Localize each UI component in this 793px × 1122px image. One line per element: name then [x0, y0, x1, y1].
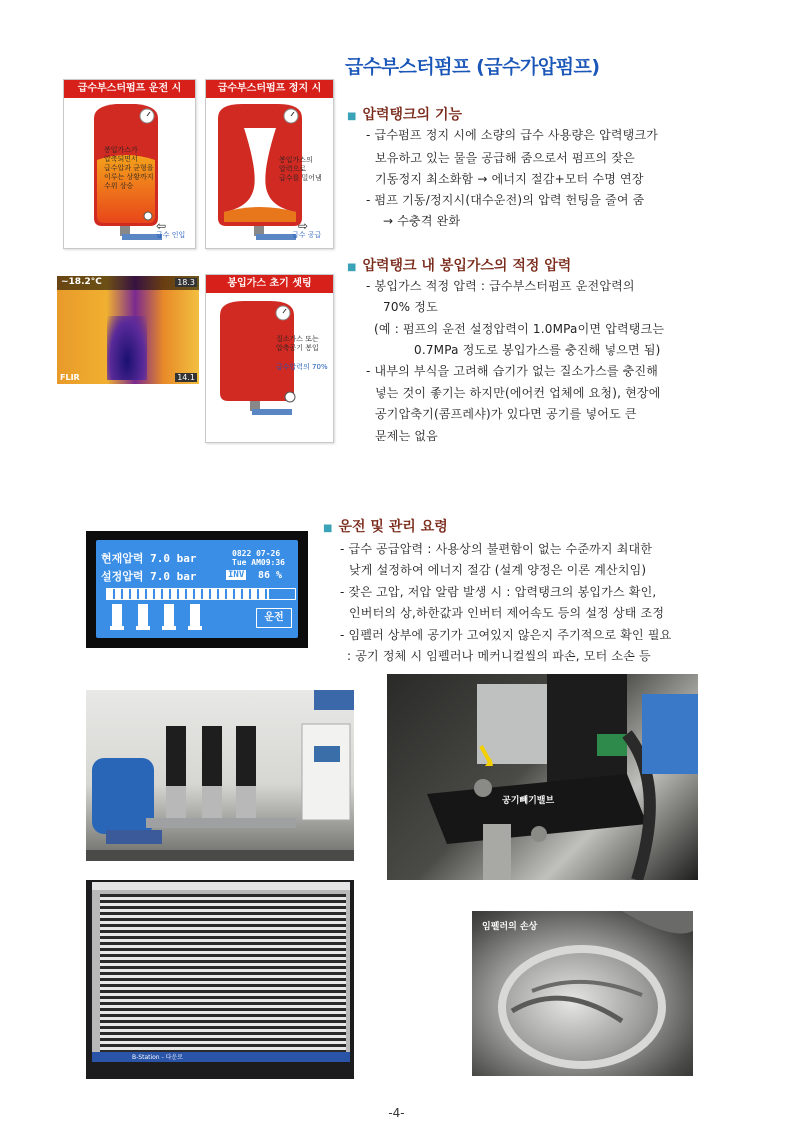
text-line: (예 : 펌프의 운전 설정압력이 1.0MPa이면 압력탱크는: [374, 322, 665, 336]
impeller-label: 임펠러의 손상: [482, 922, 538, 932]
tank-initial-ratio: 급수압력의 70%: [276, 363, 328, 371]
flir-logo: FLIR: [60, 373, 80, 382]
panel-title: 급수부스터펌프 운전 시: [64, 80, 195, 98]
tank-initial-panel: [205, 274, 334, 443]
panel-title: 급수부스터펌프 정지 시: [206, 80, 333, 98]
tank-stopped-desc: 봉입가스의 압력으로 급수를 밀어냄: [279, 156, 322, 182]
lcd-run-button: 운전: [256, 608, 292, 628]
text-line: - 급수펌프 정지 시에 소량의 급수 사용량은 압력탱크가: [366, 128, 659, 142]
booster-pump-illustration: [86, 690, 354, 861]
text-line: 인버터의 상,하한값과 인버터 제어속도 등의 설정 상태 조정: [349, 606, 665, 620]
text-line: 넣는 것이 좋기는 하지만(에어컨 업체에 요청), 현장에: [375, 386, 661, 400]
thermal-max: 18.3: [177, 278, 195, 287]
text-line: - 펌프 기동/정지시(대수운전)의 압력 헌팅을 줄여 줌: [366, 193, 645, 207]
text-line: 70% 정도: [383, 300, 438, 314]
text-line: : 공기 정체 시 임펠러나 메커니컬씰의 파손, 모터 소손 등: [347, 649, 651, 663]
flow-label: 급수 공급: [292, 231, 322, 239]
section-heading: ■ 압력탱크 내 봉입가스의 적정 압력: [347, 258, 572, 274]
monitoring-screen-photo: [86, 880, 354, 1079]
text-line: - 급수 공급압력 : 사용상의 불편함이 없는 수준까지 최대한: [340, 542, 653, 556]
text-line: - 봉입가스 적정 압력 : 급수부스터펌프 운전압력의: [366, 279, 635, 293]
section-heading: ■ 운전 및 관리 요령: [323, 519, 448, 535]
lcd-inv-value: 86 %: [258, 570, 283, 581]
text-line: 공기압축기(콤프레샤)가 있다면 공기를 넣어도 큰: [375, 407, 637, 421]
impeller-damage-photo: [472, 911, 693, 1076]
thermal-temp: ~18.2°C: [61, 277, 102, 287]
lcd-screen: [96, 540, 298, 638]
text-line: → 수충격 완화: [383, 214, 461, 228]
lcd-progress-bar: [106, 588, 296, 600]
lcd-time: Tue AM09:36: [232, 558, 285, 567]
tank-running-panel: [63, 79, 196, 249]
tank-stopped-panel: [205, 79, 334, 249]
impeller-illustration: [472, 911, 693, 1076]
text-line: - 내부의 부식을 고려해 습기가 없는 질소가스를 충진해: [366, 364, 659, 378]
tank-running-desc: 봉입가스가 압축되면서 급수압과 균형을 이루는 상황까지 수위 상승: [104, 146, 154, 190]
page-number: -4-: [388, 1106, 405, 1120]
arrow-left-icon: ⇦: [156, 219, 167, 233]
text-line: 보유하고 있는 물을 공급해 줌으로서 펌프의 잦은: [375, 151, 635, 165]
thermal-image: [57, 276, 199, 384]
air-vent-valve-illustration: [387, 674, 698, 880]
spreadsheet-window: [92, 882, 350, 1062]
text-line: 0.7MPa 정도로 봉입가스를 충진해 넣으면 됨): [414, 343, 661, 357]
lcd-inv-label: INV: [228, 570, 245, 580]
text-line: - 잦은 고압, 저압 알람 발생 시 : 압력탱크의 봉입가스 확인,: [340, 585, 657, 599]
text-line: 문제는 없음: [375, 429, 438, 443]
text-line: 기동정지 최소화함 → 에너지 절감+모터 수명 연장: [375, 172, 644, 186]
thermal-min: 14.1: [177, 373, 195, 382]
panel-title: 봉입가스 초기 셋팅: [206, 275, 333, 293]
lcd-pump-icons: [108, 602, 218, 634]
lcd-date: 0822 07-26: [232, 549, 281, 558]
controller-lcd-photo: [86, 531, 308, 648]
tank-initial-desc: 질소가스 또는 압축공기 봉입: [276, 335, 319, 352]
page-title: 급수부스터펌프 (급수가압펌프): [345, 56, 600, 78]
lcd-current-pressure: 현재압력 7.0 bar: [101, 552, 197, 565]
taskbar-label: B-Station - 다운로: [132, 1054, 183, 1061]
arrow-right-icon: ⇨: [298, 219, 309, 233]
air-vent-valve-photo: [387, 674, 698, 880]
booster-pump-photo: [86, 690, 354, 861]
flow-label: 급수 인입: [156, 231, 186, 239]
valve-label: 공기빼기밸브: [502, 796, 555, 806]
lcd-set-pressure: 설정압력 7.0 bar: [101, 570, 197, 583]
text-line: 낮게 설정하여 에너지 절감 (설계 양정은 이론 계산치임): [349, 563, 647, 577]
text-line: - 임펠러 상부에 공기가 고여있지 않은지 주기적으로 확인 필요: [340, 628, 672, 642]
section-heading: ■ 압력탱크의 기능: [347, 107, 462, 123]
